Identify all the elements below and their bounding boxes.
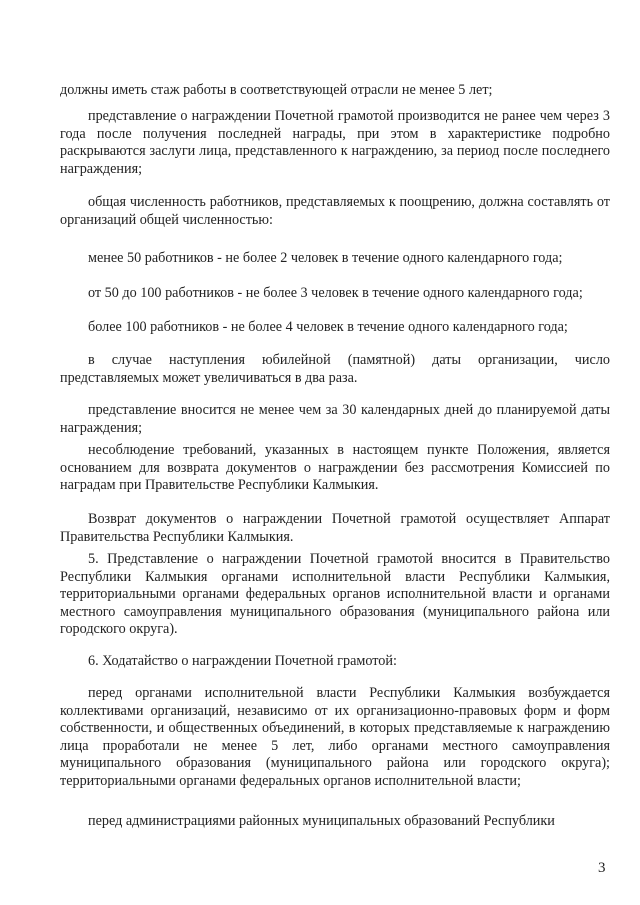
paragraph-over-100: более 100 работников - не более 4 человек в течение одного календарного года;	[88, 319, 568, 335]
paragraph-50-to-100: от 50 до 100 работников - не более 3 человек в течение одного календарного года;	[88, 285, 583, 301]
paragraph-noncompliance: несоблюдение требований, указанных в настоящем пункте Положения, является основанием для возврата документов о награждении без рассмотрения Комиссией по наградам при Правительстве Республики Калмыкия.	[60, 442, 610, 493]
page-number: 3	[598, 860, 606, 876]
paragraph-total-number: общая численность работников, представляемых к поощрению, должна составлять от организаций общей численностью:	[60, 194, 610, 228]
paragraph-district-administrations: перед администрациями районных муниципальных образований Республики	[88, 813, 555, 829]
paragraph-section-6-heading: 6. Ходатайство о награждении Почетной грамотой:	[88, 653, 397, 669]
paragraph-deadline: представление вносится не менее чем за 30 календарных дней до планируемой даты награждения;	[60, 402, 610, 436]
paragraph-return-documents: Возврат документов о награждении Почетной грамотой осуществляет Аппарат Правительства Республики Калмыкия.	[60, 511, 610, 545]
paragraph-anniversary: в случае наступления юбилейной (памятной) даты организации, число представляемых может увеличиваться в два раза.	[60, 352, 610, 386]
paragraph-experience: должны иметь стаж работы в соответствующей отрасли не менее 5 лет;	[60, 82, 493, 98]
paragraph-executive-bodies: перед органами исполнительной власти Республики Калмыкия возбуждается коллективами организаций, независимо от их организационно-правовых форм и форм собственности, и общественных объединений, в которых представляемые к награждению лица проработали не менее 5 лет, либо органами местного самоуправления муниципального образования (муниципального района или городского округа); территориальными органами федеральных органов исполнительной власти;	[60, 685, 610, 789]
paragraph-submission-interval: представление о награждении Почетной грамотой производится не ранее чем через 3 года после получения последней награды, при этом в характеристике подробно раскрываются заслуги лица, представленного к награждению, за период после последнего награждения;	[60, 108, 610, 177]
paragraph-section-5: 5. Представление о награждении Почетной грамотой вносится в Правительство Республики Калмыкия органами исполнительной власти Республики Калмыкия, территориальными органами федеральных органов исполнительной власти и органами местного самоуправления муниципального образования (муниципального района или городского округа).	[60, 551, 610, 637]
paragraph-under-50: менее 50 работников - не более 2 человек в течение одного календарного года;	[88, 250, 563, 266]
